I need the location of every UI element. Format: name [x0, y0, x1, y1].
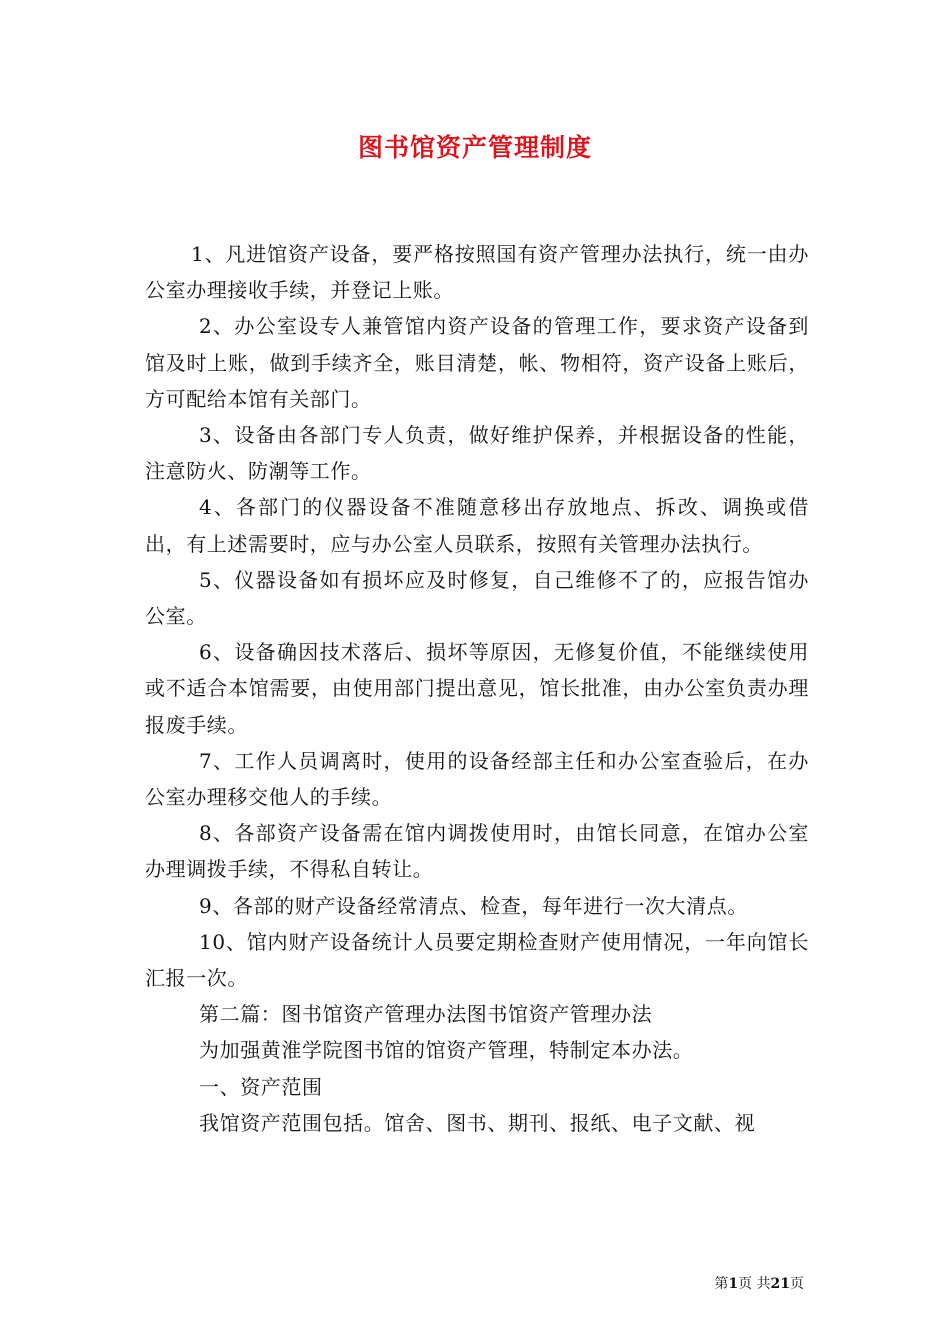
paragraph-7: 7、工作人员调离时，使用的设备经部主任和办公室查验后，在办公室办理移交他人的手续。 [145, 748, 809, 810]
paragraph-9: 9、各部的财产设备经常清点、检查，每年进行一次大清点。 [199, 893, 748, 918]
paragraph-4: 4、各部门的仪器设备不准随意移出存放地点、拆改、调换或借出，有上述需要时，应与办公室人员联系，按照有关管理办法执行。 [145, 495, 809, 556]
total-pages-number: 21 [770, 1276, 790, 1292]
intro-paragraph: 为加强黄淮学院图书馆的馆资产管理，特制定本办法。 [199, 1038, 694, 1063]
section-heading-asset-scope: 一、资产范围 [199, 1074, 323, 1099]
page-number-footer [714, 1274, 804, 1294]
asset-scope-paragraph: 我馆资产范围包括。馆舍、图书、期刊、报纸、电子文献、视 [199, 1110, 756, 1135]
footer-prefix: 第 [714, 1276, 729, 1292]
paragraph-5: 5、仪器设备如有损坏应及时修复，自己维修不了的，应报告馆办公室。 [145, 567, 809, 629]
paragraph-3: 3、设备由各部门专人负责，做好维护保养，并根据设备的性能，注意防火、防潮等工作。 [145, 423, 809, 484]
paragraph-6: 6、设备确因技术落后、损坏等原因，无修复价值，不能继续使用或不适合本馆需要，由使用部门提出意见，馆长批准，由办公室负责办理报废手续。 [145, 640, 809, 737]
footer-middle: 页 共 [738, 1276, 771, 1292]
footer-suffix: 页 [790, 1276, 804, 1292]
document-body [145, 236, 809, 1141]
paragraph-8: 8、各部资产设备需在馆内调拨使用时，由馆长同意，在馆办公室办理调拨手续，不得私自转让。 [145, 821, 809, 882]
page-title: 图书馆资产管理制度 [357, 133, 592, 162]
paragraph-2: 2、办公室设专人兼管馆内资产设备的管理工作，要求资产设备到馆及时上账，做到手续齐全，账目清楚，帐、物相符，资产设备上账后，方可配给本馆有关部门。 [145, 314, 809, 411]
current-page-number: 1 [728, 1276, 739, 1292]
paragraph-1: 1、凡进馆资产设备，要严格按照国有资产管理办法执行，统一由办公室办理接收手续，并登记上账。 [145, 242, 809, 303]
paragraph-10: 10、馆内财产设备统计人员要定期检查财产使用情况，一年向馆长汇报一次。 [145, 929, 809, 991]
section-heading-part-two: 第二篇：图书馆资产管理办法图书馆资产管理办法 [199, 1002, 653, 1027]
